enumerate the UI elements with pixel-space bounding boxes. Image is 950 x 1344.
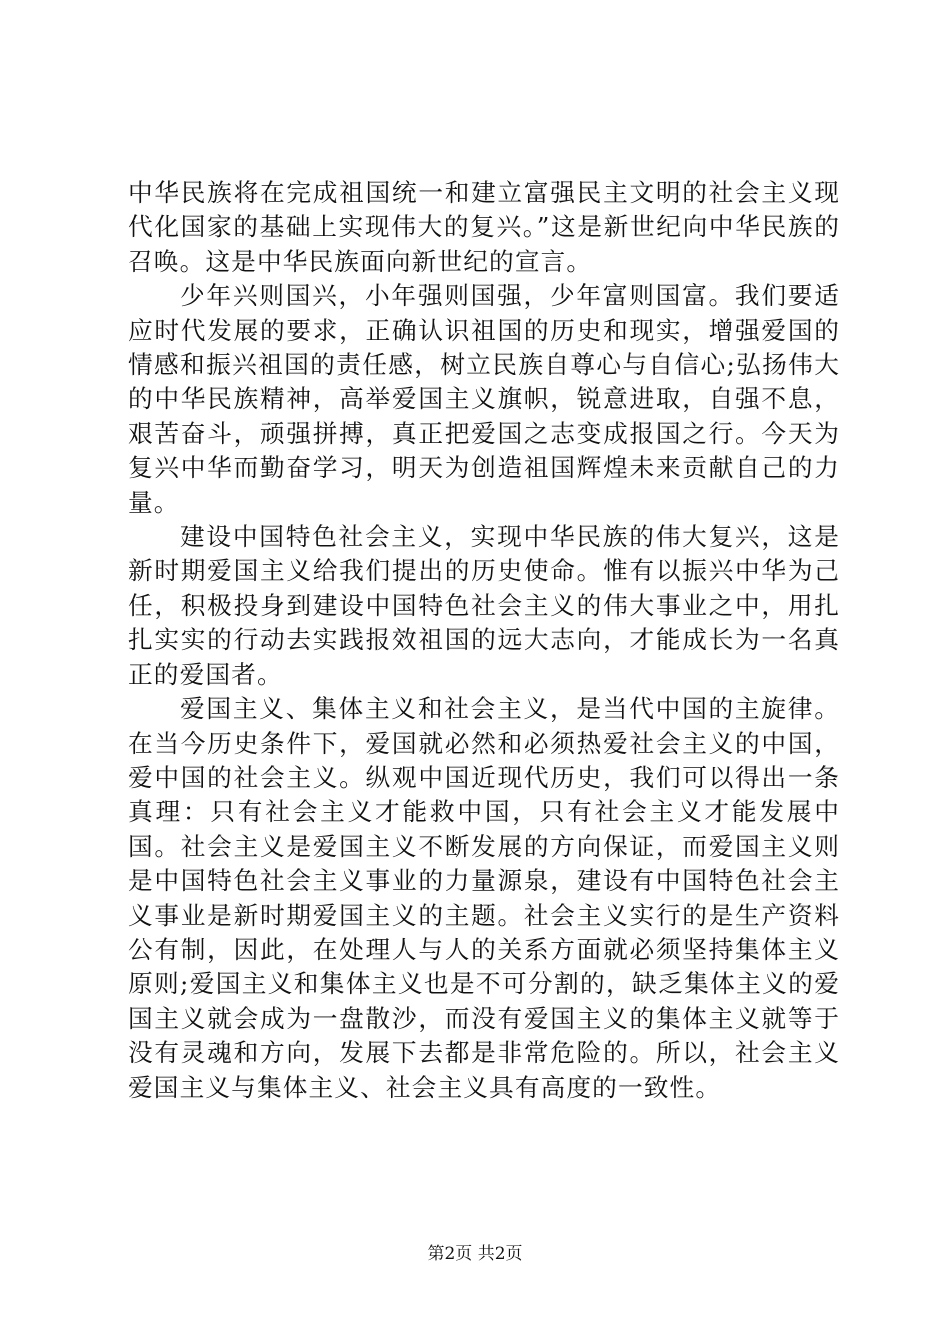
paragraph-1: 中华民族将在完成祖国统一和建立富强民主文明的社会主义现代化国家的基础上实现伟大的复兴。”这是新世纪向中华民族的召唤。这是中华民族面向新世纪的宣言。 (128, 178, 840, 276)
paragraph-3: 建设中国特色社会主义，实现中华民族的伟大复兴，这是新时期爱国主义给我们提出的历史使命。惟有以振兴中华为己任，积极投身到建设中国特色社会主义的伟大事业之中，用扎扎实实的行动去实践报效祖国的远大志向，才能成长为一名真正的爱国者。 (128, 522, 840, 689)
document-body (128, 176, 840, 1105)
page-number-footer: 第2页 共2页 (427, 1244, 523, 1264)
paragraph-4: 爱国主义、集体主义和社会主义，是当代中国的主旋律。在当今历史条件下，爱国就必然和必须热爱社会主义的中国，爱中国的社会主义。纵观中国近现代历史，我们可以得出一条真理：只有社会主义才能救中国，只有社会主义才能发展中国。社会主义是爱国主义不断发展的方向保证，而爱国主义则是中国特色社会主义事业的力量源泉，建设有中国特色社会主义事业是新时期爱国主义的主题。社会主义实行的是生产资料公有制，因此，在处理人与人的关系方面就必须坚持集体主义原则;爱国主义和集体主义也是不可分割的，缺乏集体主义的爱国主义就会成为一盘散沙，而没有爱国主义的集体主义就等于没有灵魂和方向，发展下去都是非常危险的。所以，社会主义爱国主义与集体主义、社会主义具有高度的一致性。 (128, 694, 840, 1102)
paragraph-2: 少年兴则国兴，小年强则国强，少年富则国富。我们要适应时代发展的要求，正确认识祖国的历史和现实，增强爱国的情感和振兴祖国的责任感，树立民族自尊心与自信心;弘扬伟大的中华民族精神，高举爱国主义旗帜，锐意进取，自强不息，艰苦奋斗，顽强拼搏，真正把爱国之志变成报国之行。今天为复兴中华而勤奋学习，明天为创造祖国辉煌未来贡献自己的力量。 (128, 281, 840, 517)
